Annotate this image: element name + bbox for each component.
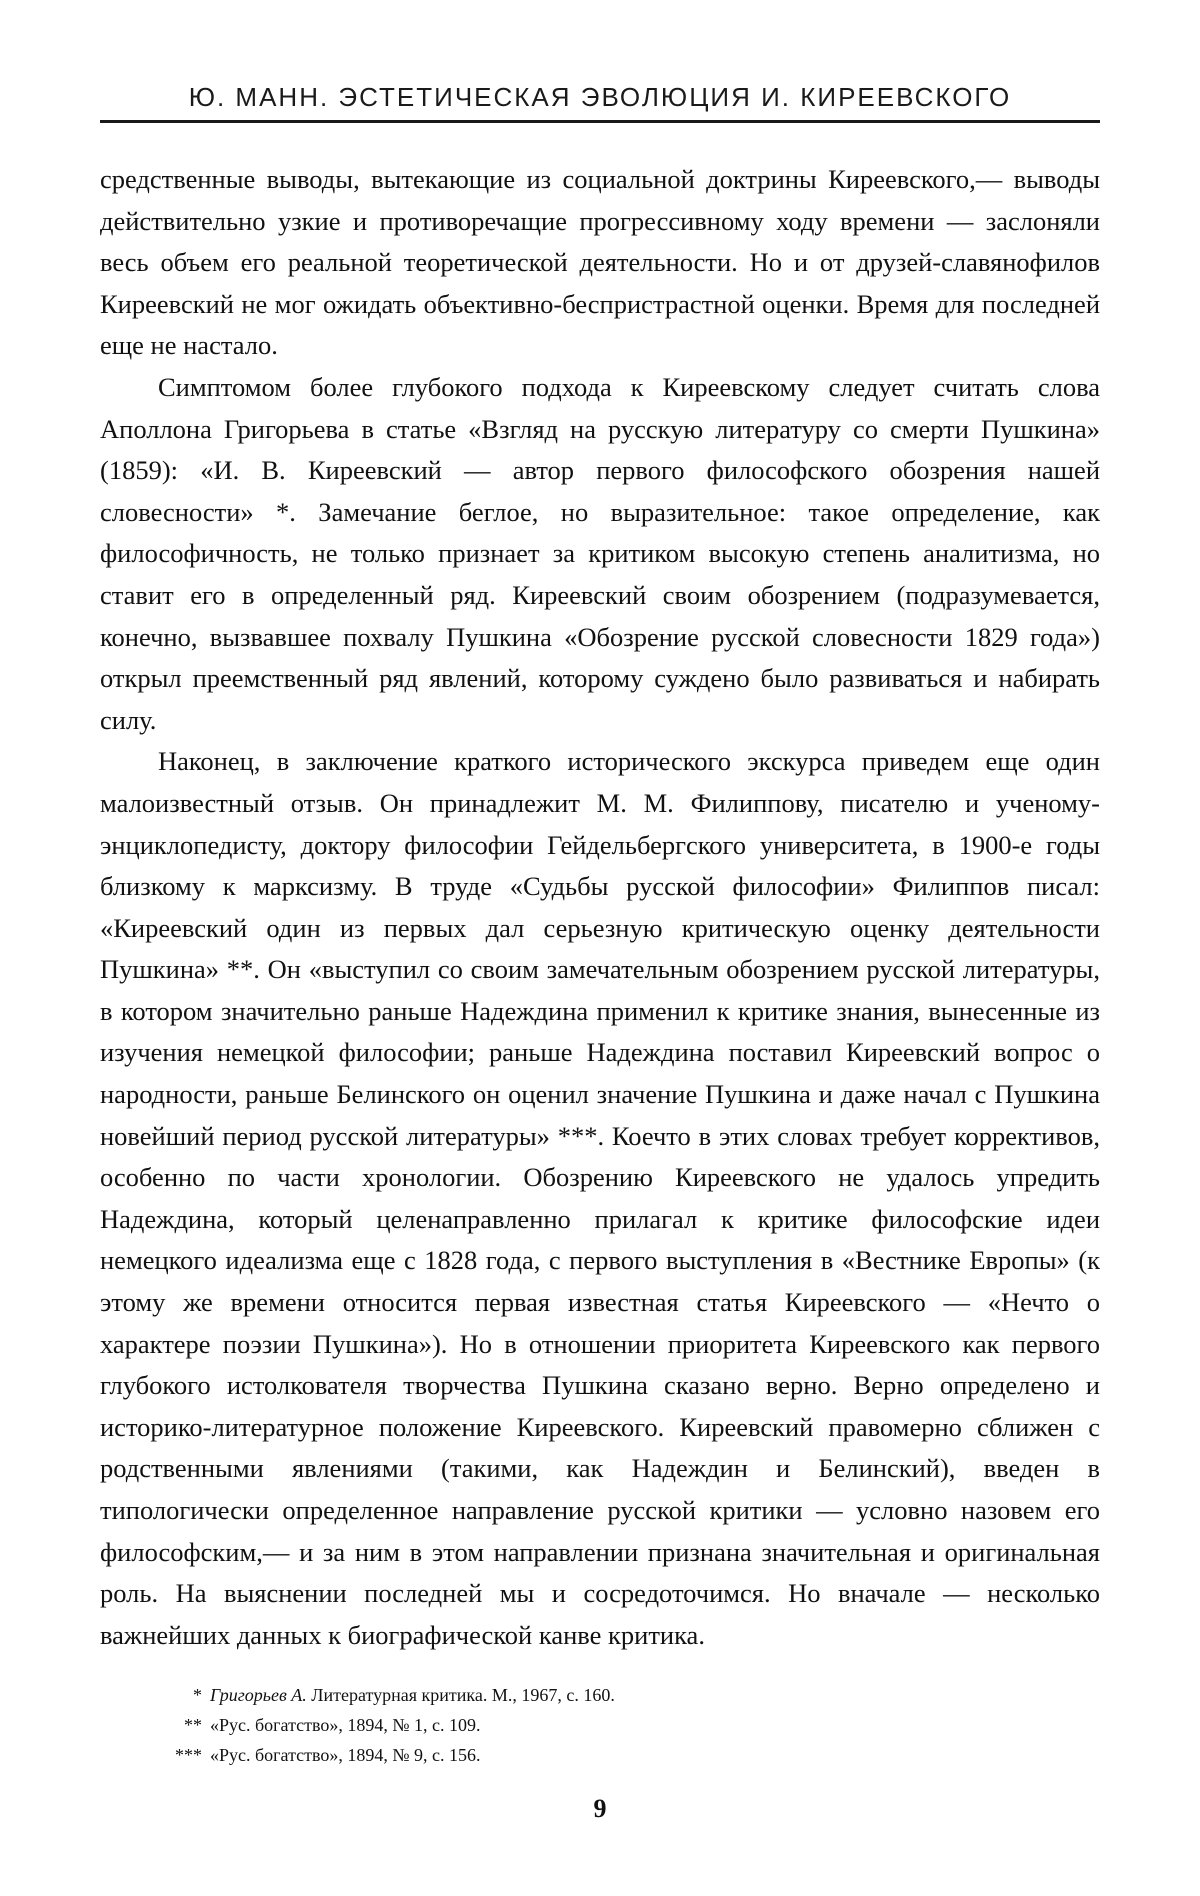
header-rule: [100, 120, 1100, 123]
main-text: [100, 159, 1100, 1656]
footnote-author: Григорьев А.: [210, 1685, 307, 1706]
page-number: 9: [593, 1794, 607, 1824]
paragraph-continuation: средственные выводы, вытекающие из социальной доктрины Киреевского,— выводы действительно узкие и противоречащие прогрессивному ходу времени — заслоняли весь объем его реальной теоретической деятельности. Но и от друзей-славянофилов Киреевский не мог ожидать объективно-беспристрастной оценки. Время для последней еще не настало.: [100, 164, 1100, 361]
paragraph: Симптомом более глубокого подхода к Киреевскому следует считать слова Аполлона Григорьева в статье «Взгляд на русскую литературу со смерти Пушкина» (1859): «И. В. Киреевский — автор первого философского обозрения нашей словесности» *. Замечание беглое, но выразительное: такое определение, как философичность, не только признает за критиком высокую степень аналитизма, но ставит его в определенный ряд. Киреевский своим обозрением (подразумевается, конечно, вызвавшее похвалу Пушкина «Обозрение русской словесности 1829 года») открыл преемственный ряд явлений, которому суждено было развиваться и набирать силу.: [100, 371, 1100, 735]
footnote-text: «Рус. богатство», 1894, № 1, с. 109.: [210, 1715, 481, 1736]
footnote: [162, 1740, 1100, 1770]
footnote-marker: *: [193, 1685, 202, 1706]
footnote-text: Литературная критика. М., 1967, с. 160.: [311, 1685, 615, 1706]
footnote: [162, 1680, 1100, 1710]
footnotes: [100, 1680, 1100, 1770]
footnote-text: «Рус. богатство», 1894, № 9, с. 156.: [210, 1745, 481, 1766]
footnote-marker: **: [184, 1715, 202, 1736]
book-page: [100, 82, 1100, 1824]
footnote: [162, 1710, 1100, 1740]
running-title: Ю. МАНН. ЭСТЕТИЧЕСКАЯ ЭВОЛЮЦИЯ И. КИРЕЕВСКОГО: [188, 82, 1012, 112]
footnote-marker: ***: [175, 1745, 202, 1766]
paragraph: Наконец, в заключение краткого исторического экскурса приведем еще один малоизвестный отзыв. Он принадлежит М. М. Филиппову, писателю и ученому-энциклопедисту, доктору философии Гейдельбергского университета, в 1900-е годы близкому к марксизму. В труде «Судьбы русской философии» Филиппов писал: «Киреевский один из первых дал серьезную критическую оценку деятельности Пушкина» **. Он «выступил со своим замечательным обозрением русской литературы, в котором значительно раньше Надеждина применил к критике знания, вынесенные из изучения немецкой философии; раньше Надеждина поставил Киреевский вопрос о народности, раньше Белинского он оценил значение Пушкина и даже начал с Пушкина новейший период русской литературы» ***. Коечто в этих словах требует коррективов, особенно по части хронологии. Обозрению Киреевского не удалось упредить Надеждина, который целенаправленно прилагал к критике философские идеи немецкого идеализма еще с 1828 года, с первого выступления в «Вестнике Европы» (к этому же времени относится первая известная статья Киреевского — «Нечто о характере поэзии Пушкина»). Но в отношении приоритета Киреевского как первого глубокого истолкователя творчества Пушкина сказано верно. Верно определено и историко-литературное положение Киреевского. Киреевский правомерно сближен с родственными явлениями (такими, как Надеждин и Белинский), введен в типологически определенное направление русской критики — условно назовем его философским,— и за ним в этом направлении признана значительная и оригинальная роль. На выяснении последней мы и сосредоточимся. Но вначале — несколько важнейших данных к биографической канве критика.: [100, 746, 1100, 1650]
